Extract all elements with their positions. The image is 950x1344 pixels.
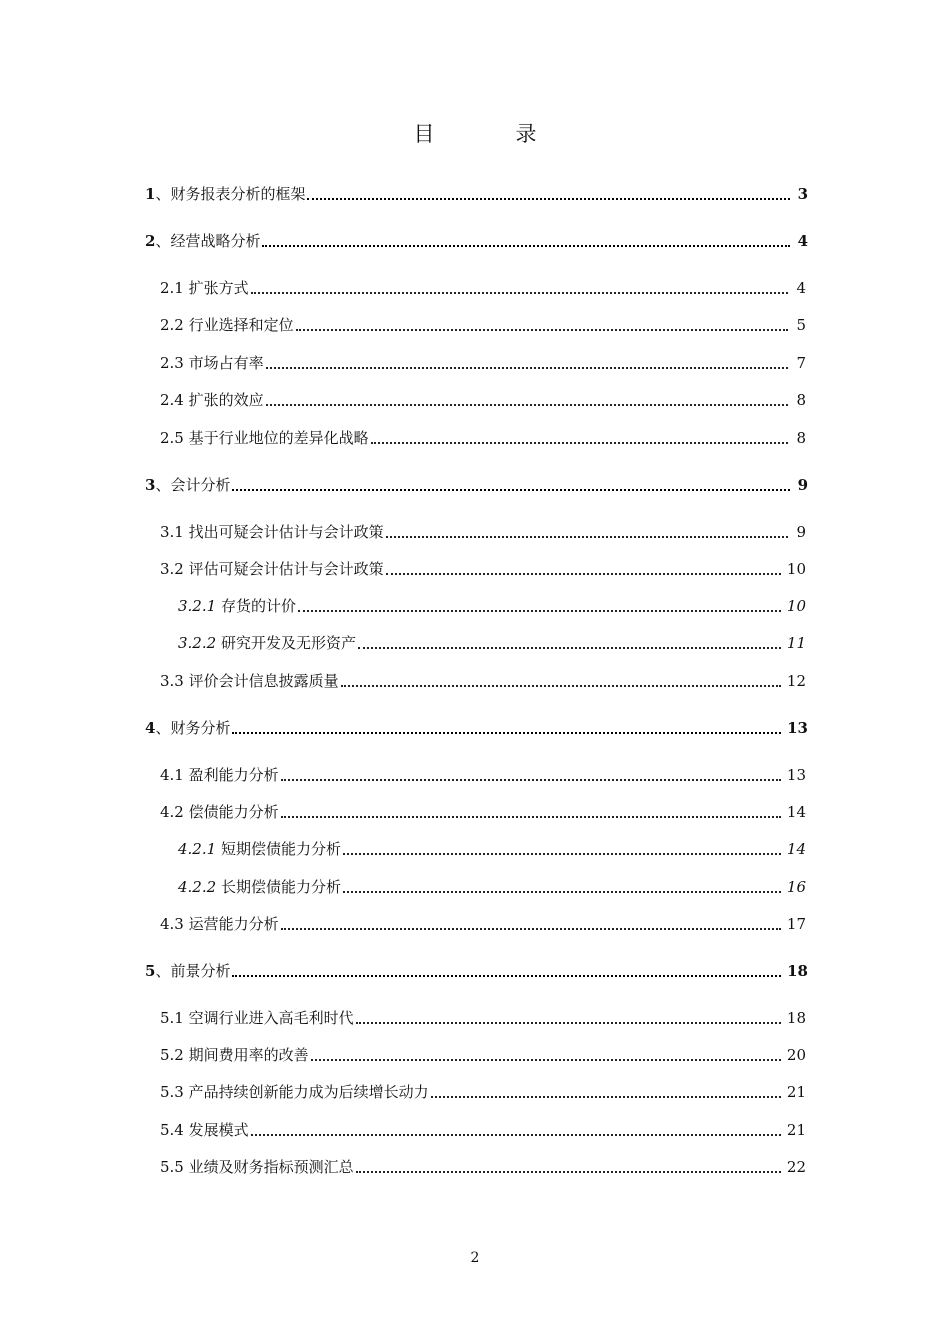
toc-entry-page: 21 [786,1083,806,1101]
toc-leader-dots [232,974,781,977]
toc-entry[interactable] [160,353,806,373]
toc-entry-label [160,522,384,542]
toc-entry-label [160,353,264,373]
toc-entry-number: 3.2.2 [178,634,217,652]
toc-leader-dots [298,609,781,612]
toc-entry-text: 空调行业进入高毛利时代 [183,1009,354,1027]
toc-leader-dots [343,852,781,855]
toc-leader-dots [296,328,788,331]
toc-title: 目 录 [413,122,567,146]
toc-entry-label [160,1045,309,1065]
page-number: 2 [470,1250,480,1266]
toc-entry[interactable] [160,1008,806,1028]
toc-entry-label [145,961,230,981]
toc-entry-number: 5.2 [160,1046,184,1064]
toc-entry-label [178,839,341,859]
toc-leader-dots [358,646,781,649]
toc-entry-text: 、会计分析 [155,476,231,494]
toc-entry[interactable] [160,1082,806,1102]
toc-entry[interactable] [160,914,806,934]
toc-leader-dots [281,778,781,781]
toc-entry[interactable] [160,765,806,785]
toc-entry-number: 5.1 [160,1009,184,1027]
toc-entry-number: 3 [145,476,156,494]
toc-entry[interactable] [178,633,806,653]
toc-entry-number: 5 [145,962,156,980]
toc-entry[interactable] [145,718,808,738]
toc-entry-text: 产品持续创新能力成为后续增长动力 [183,1083,429,1101]
toc-entry-label [145,184,305,204]
toc-entry-page: 12 [786,672,806,690]
toc-entry-number: 5.4 [160,1121,184,1139]
toc-entry[interactable] [160,671,806,691]
toc-entry-page: 9 [797,476,808,494]
toc-entry[interactable] [145,231,808,251]
toc-entry-label [160,315,294,335]
toc-entry[interactable] [178,596,806,616]
toc-entry-number: 2.2 [160,316,184,334]
toc-entry-page: 13 [786,766,806,784]
toc-entry-page: 20 [786,1046,806,1064]
toc-entry-text: 长期偿债能力分析 [216,878,341,896]
toc-entry-text: 发展模式 [183,1121,249,1139]
toc-entry-number: 4.3 [160,915,184,933]
toc-entry-label [160,278,249,298]
toc-entry-number: 3.2.1 [178,597,217,615]
toc-entry[interactable] [160,1045,806,1065]
toc-entry-number: 4.2.2 [178,878,217,896]
toc-entry-page: 5 [796,316,806,334]
toc-leader-dots [262,244,790,247]
toc-entry-label [145,718,230,738]
toc-entry-text: 期间费用率的改善 [183,1046,309,1064]
toc-leader-dots [307,197,790,200]
toc-entry-text: 存货的计价 [216,597,296,615]
toc-entry-page: 18 [787,962,808,980]
toc-entry-page: 11 [786,634,806,652]
toc-entry-page: 10 [786,597,806,615]
toc-entry-text: 、财务分析 [155,719,231,737]
toc-entry-label [178,877,341,897]
toc-entry-text: 扩张方式 [183,279,249,297]
toc-entry-number: 4.1 [160,766,184,784]
toc-entry-label [160,802,279,822]
toc-entry-number: 2.4 [160,391,184,409]
toc-leader-dots [386,535,788,538]
toc-entry-label [160,559,384,579]
toc-entry[interactable] [160,1120,806,1140]
toc-leader-dots [371,441,788,444]
toc-leader-dots [431,1095,781,1098]
toc-entry-page: 10 [786,560,806,578]
toc-entry-number: 2.5 [160,429,184,447]
toc-entry-number: 3.3 [160,672,184,690]
toc-entry-text: 短期偿债能力分析 [216,840,341,858]
toc-entry-number: 2.1 [160,279,184,297]
toc-leader-dots [311,1058,781,1061]
toc-entry-text: 、前景分析 [155,962,231,980]
toc-entry-text: 业绩及财务指标预测汇总 [183,1158,354,1176]
toc-entry[interactable] [160,559,806,579]
toc-entry-label [160,1157,354,1177]
toc-entry-number: 2.3 [160,354,184,372]
toc-entry-number: 3.2 [160,560,184,578]
toc-entry-text: 运营能力分析 [183,915,279,933]
toc-entry-label [178,596,296,616]
toc-entry-number: 5.3 [160,1083,184,1101]
toc-entry-label [160,1008,354,1028]
toc-entry-text: 评估可疑会计估计与会计政策 [183,560,384,578]
toc-entry[interactable] [160,522,806,542]
toc-entry[interactable] [160,1157,806,1177]
toc-entry-label [160,1120,249,1140]
toc-entry-text: 扩张的效应 [183,391,264,409]
toc-entry-text: 、财务报表分析的框架 [155,185,306,203]
toc-entry-page: 13 [787,719,808,737]
toc-entry-number: 3.1 [160,523,184,541]
toc-entry-page: 8 [796,391,806,409]
toc-leader-dots [251,1133,781,1136]
toc-entry-text: 偿债能力分析 [183,803,279,821]
toc-leader-dots [343,890,781,893]
toc-entry-text: 、经营战略分析 [155,232,261,250]
toc-entry-text: 研究开发及无形资产 [216,634,356,652]
toc-leader-dots [281,815,781,818]
toc-entry-page: 8 [796,429,806,447]
toc-entry[interactable] [145,184,808,204]
toc-entry-page: 16 [786,878,806,896]
toc-entry-label [160,1082,429,1102]
toc-entry-page: 22 [786,1158,806,1176]
toc-entry[interactable] [160,390,806,410]
toc-entry-page: 14 [786,840,806,858]
toc-entry-text: 市场占有率 [183,354,264,372]
toc-entry-text: 行业选择和定位 [183,316,294,334]
toc-leader-dots [232,488,790,491]
toc-entry-page: 7 [796,354,806,372]
toc-entry[interactable] [160,428,806,448]
toc-leader-dots [386,572,781,575]
toc-entry-text: 找出可疑会计估计与会计政策 [183,523,384,541]
toc-entry-number: 4 [145,719,156,737]
toc-leader-dots [281,927,781,930]
toc-entry-text: 基于行业地位的差异化战略 [183,429,369,447]
toc-leader-dots [251,291,788,294]
toc-entry-label [145,231,260,251]
toc-entry[interactable] [145,961,808,981]
toc-entry-label [160,671,339,691]
toc-entry-page: 9 [796,523,806,541]
toc-entry-page: 18 [786,1009,806,1027]
toc-entry-page: 4 [797,232,808,250]
toc-entry-number: 1 [145,185,156,203]
toc-entry-label [178,633,356,653]
toc-leader-dots [232,731,781,734]
toc-entry-page: 17 [786,915,806,933]
toc-entry-label [160,765,279,785]
toc-entry-number: 4.2.1 [178,840,217,858]
toc-entry-page: 14 [786,803,806,821]
toc-entry[interactable] [160,278,806,298]
toc-entry[interactable] [178,839,806,859]
toc-entry-page: 3 [797,185,808,203]
toc-entry[interactable] [178,877,806,897]
toc-entry-text: 评价会计信息披露质量 [183,672,339,690]
toc-entry[interactable] [160,315,806,335]
toc-leader-dots [341,684,781,687]
toc-leader-dots [356,1170,781,1173]
toc-entry[interactable] [145,475,808,495]
toc-entry[interactable] [160,802,806,822]
toc-entry-label [160,428,369,448]
toc-leader-dots [356,1021,781,1024]
toc-entry-page: 21 [786,1121,806,1139]
toc-entry-label [160,914,279,934]
toc-entry-number: 4.2 [160,803,184,821]
toc-entry-label [145,475,230,495]
toc-leader-dots [266,403,788,406]
toc-entry-number: 2 [145,232,156,250]
toc-entry-number: 5.5 [160,1158,184,1176]
toc-entry-page: 4 [796,279,806,297]
toc-leader-dots [266,366,788,369]
toc-entry-text: 盈利能力分析 [183,766,279,784]
toc-entry-label [160,390,264,410]
